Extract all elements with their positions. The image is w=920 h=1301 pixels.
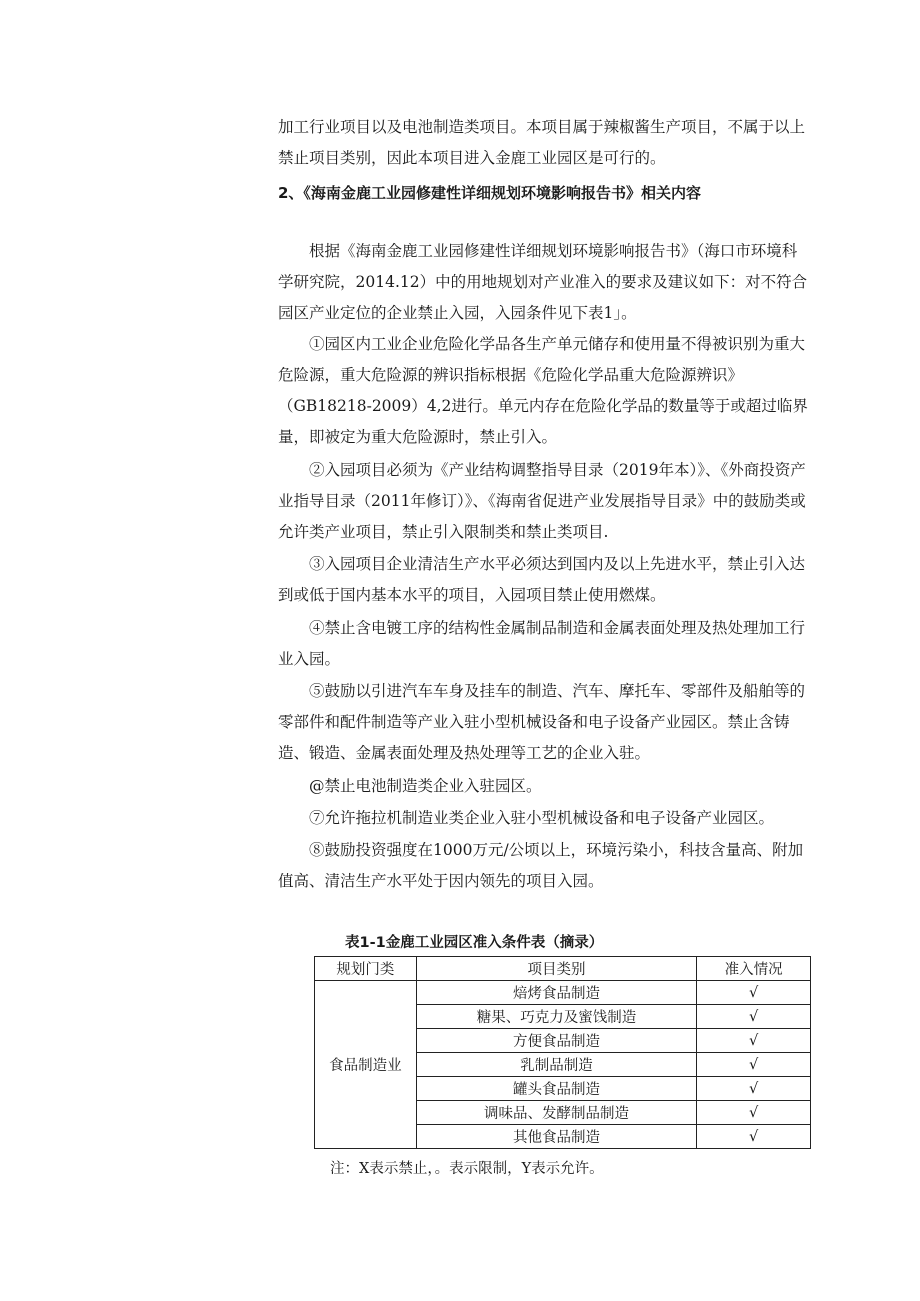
- paragraph-item-7: ⑦允许拖拉机制造业类企业入驻小型机械设备和电子设备产业园区。: [309, 809, 775, 827]
- item-cell: 糖果、巧克力及蜜饯制造: [416, 1005, 696, 1029]
- status-cell: √: [697, 981, 811, 1005]
- table-note: 注：X表示禁止，。表示限制，Y表示允许。: [330, 1161, 604, 1177]
- header-admission-status: 准入情况: [697, 957, 811, 981]
- header-project-category: 项目类别: [416, 957, 696, 981]
- paragraph-item-6: @禁止电池制造类企业入驻园区。: [309, 777, 542, 795]
- paragraph-item-4: ④禁止含电镀工序的结构性金属制品制造和金属表面处理及热处理加工行业入园。: [278, 619, 806, 668]
- table-header-row: [315, 957, 811, 981]
- table-title: 表1-1金鹿工业园区准入条件表（摘录）: [345, 935, 604, 951]
- status-cell: √: [697, 1101, 811, 1125]
- paragraph-item-3: ③入园项目企业清洁生产水平必须达到国内及以上先进水平，禁止引入达到或低于国内基本水平的项目，入园项目禁止使用燃煤。: [278, 555, 806, 604]
- paragraph-intro: 根据《海南金鹿工业园修建性详细规划环境影响报告书》（海口市环境科学研究院，2014.12）中的用地规划对产业准入的要求及建议如下：对不符合园区产业定位的企业禁止入园，入园条件见下表1」。: [278, 242, 808, 322]
- status-cell: √: [697, 1005, 811, 1029]
- status-cell: √: [697, 1053, 811, 1077]
- admission-conditions-table: [314, 956, 811, 1149]
- paragraph-item-8: ⑧鼓励投资强度在1000万元/公顷以上，环境污染小，科技含量高、附加值高、清洁生产水平处于因内领先的项目入园。: [278, 841, 804, 890]
- header-planning-category: 规划门类: [315, 957, 417, 981]
- item-cell: 其他食品制造: [416, 1125, 696, 1149]
- item-cell: 乳制品制造: [416, 1053, 696, 1077]
- paragraph-continued: 加工行业项目以及电池制造类项目。本项目属于辣椒酱生产项目，不属于以上禁止项目类别，因此本项目进入金鹿工业园区是可行的。: [278, 118, 806, 167]
- paragraph-item-2: ②入园项目必须为《产业结构调整指导目录（2019年本）》、《外商投资产业指导目录（2011年修订）》、《海南省促进产业发展指导目录》中的鼓励类或允许类产业项目，禁止引入限制类和禁止类项目.: [278, 461, 806, 541]
- status-cell: √: [697, 1125, 811, 1149]
- paragraph-item-1: ①园区内工业企业危险化学品各生产单元储存和使用量不得被识别为重大危险源，重大危险源的辨识指标根据《危险化学品重大危险源辨识》（GB18218-2009）4,2进行。单元内存在危险化学品的数量等于或超过临界量，即被定为重大危险源时，禁止引入。: [278, 335, 808, 446]
- status-cell: √: [697, 1029, 811, 1053]
- category-cell: 食品制造业: [315, 981, 417, 1149]
- status-cell: √: [697, 1077, 811, 1101]
- item-cell: 罐头食品制造: [416, 1077, 696, 1101]
- item-cell: 调味品、发酵制品制造: [416, 1101, 696, 1125]
- section-heading: 2、《海南金鹿工业园修建性详细规划环境影响报告书》相关内容: [278, 184, 701, 202]
- paragraph-item-5: ⑤鼓励以引进汽车车身及挂车的制造、汽车、摩托车、零部件及船舶等的零部件和配件制造等产业入驻小型机械设备和电子设备产业园区。禁止含铸造、锻造、金属表面处理及热处理等工艺的企业入驻。: [278, 682, 806, 762]
- item-cell: 方便食品制造: [416, 1029, 696, 1053]
- item-cell: 焙烤食品制造: [416, 981, 696, 1005]
- table-row: [315, 981, 811, 1005]
